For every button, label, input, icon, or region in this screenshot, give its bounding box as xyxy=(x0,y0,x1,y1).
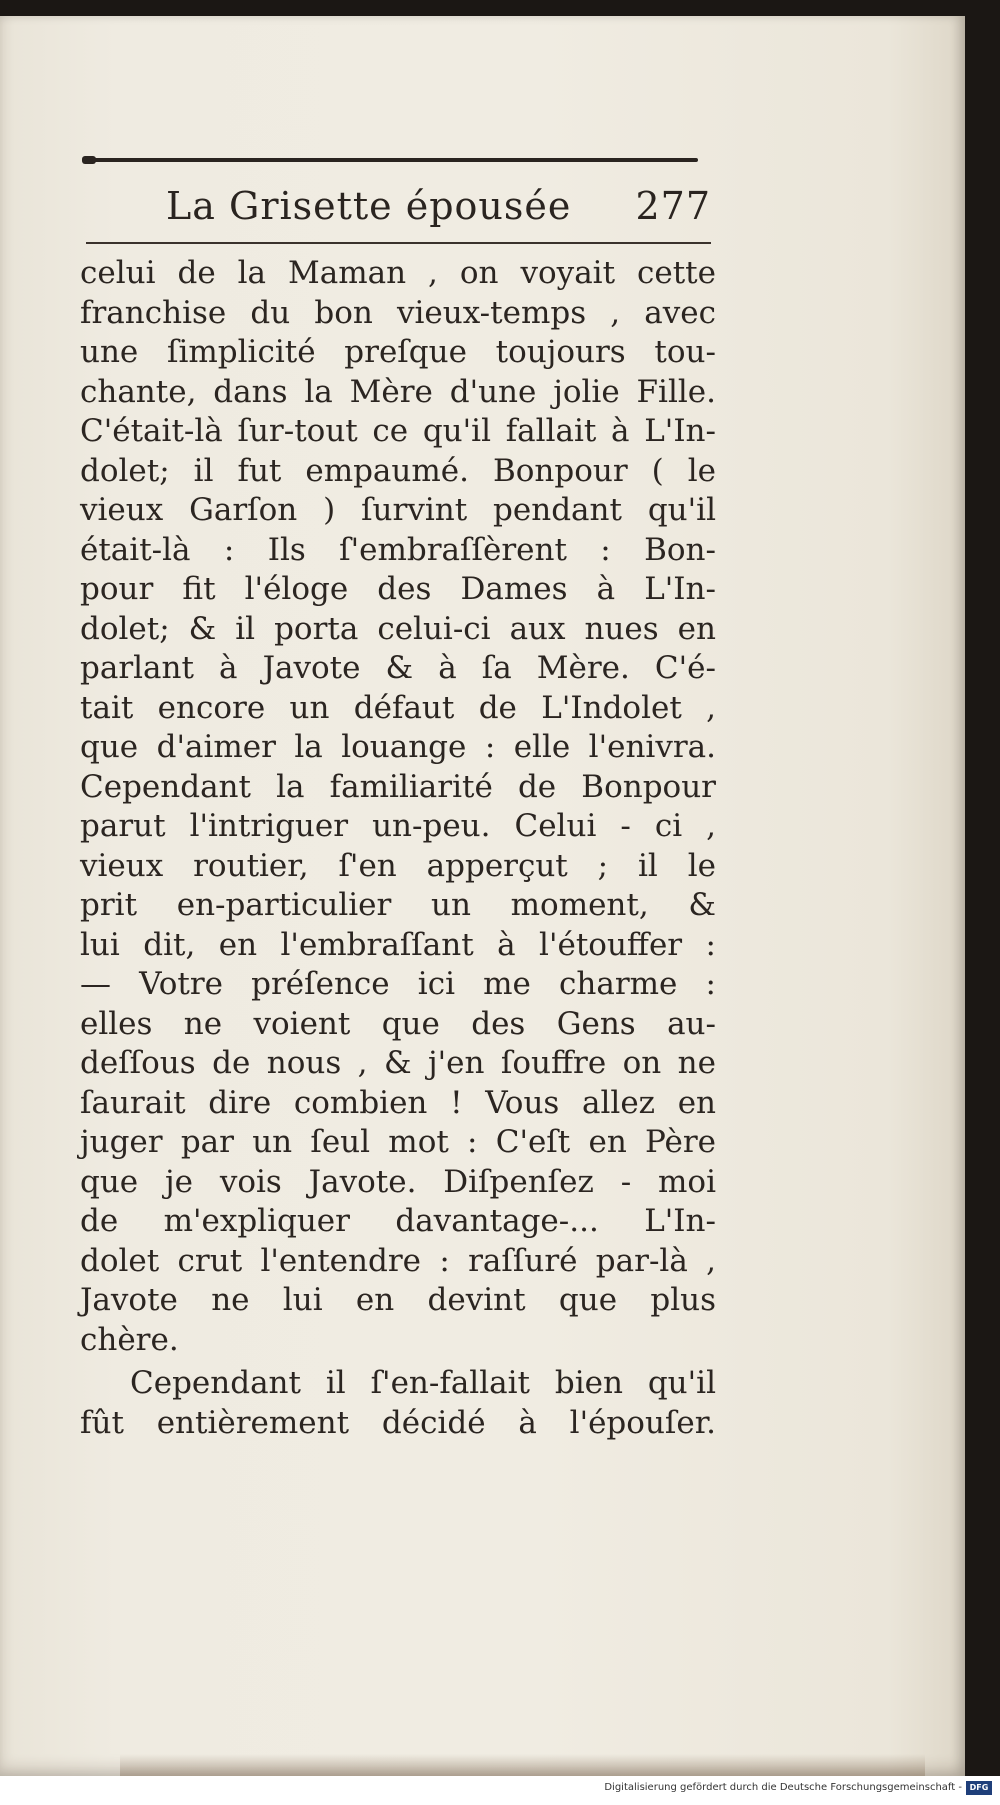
text-line: C'était-là ſur-tout ce qu'il fallait à L'In- xyxy=(80,413,716,449)
text-line: dolet; & il porta celui-ci aux nues en xyxy=(80,610,716,647)
text-line: une ſimplicité preſque toujours tou- xyxy=(80,334,716,370)
text-line: ſaurait dire combien ! Vous allez en xyxy=(80,1084,716,1121)
page-number: 277 xyxy=(635,184,711,228)
text-line: vieux routier, ſ'en apperçut ; il le xyxy=(80,847,716,884)
text-line: deſſous de nous , & j'en ſouffre on ne xyxy=(80,1045,716,1081)
text-line: celui de la Maman , on voyait cette xyxy=(80,255,716,291)
text-line: lui dit, en l'embraſſant à l'étouffer : xyxy=(80,926,716,963)
header-rule xyxy=(86,242,711,244)
text-line: était-là : Ils ſ'embraſſèrent : Bon- xyxy=(80,531,716,568)
text-line: vieux Garſon ) ſurvint pendant qu'il xyxy=(80,492,716,528)
text-line: parlant à Javote & à ſa Mère. C'é- xyxy=(80,650,716,686)
text-line: prit en-particulier un moment, & xyxy=(80,887,716,923)
book-page xyxy=(0,16,965,1776)
text-line: fût entièrement décidé à l'épouſer. xyxy=(80,1404,716,1441)
text-line: elles ne voient que des Gens au- xyxy=(80,1005,716,1042)
text-line: Cependant la familiarité de Bonpour xyxy=(80,768,716,805)
text-line: que d'aimer la louange : elle l'enivra. xyxy=(80,729,716,765)
text-line: dolet crut l'entendre : raſſuré par-là , xyxy=(80,1242,716,1279)
text-line: parut l'intriguer un-peu. Celui - ci , xyxy=(80,808,716,844)
text-line: — Votre préſence ici me charme : xyxy=(80,966,716,1002)
text-line: chante, dans la Mère d'une jolie Fille. xyxy=(80,373,716,410)
text-line: juger par un ſeul mot : C'eſt en Père xyxy=(80,1124,716,1160)
paragraph-2 xyxy=(80,1364,716,1443)
body-text xyxy=(80,254,716,1443)
text-line: pour fit l'éloge des Dames à L'In- xyxy=(80,571,716,607)
text-line: de m'expliquer davantage-... L'In- xyxy=(80,1203,716,1239)
text-line: que je vois Javote. Diſpenſez - moi xyxy=(80,1163,716,1200)
text-line: tait encore un défaut de L'Indolet , xyxy=(80,689,716,726)
text-line: franchise du bon vieux-temps , avec xyxy=(80,294,716,331)
funding-credit-text: Digitalisierung gefördert durch die Deutsche Forschungsgemeinschaft - xyxy=(604,1782,962,1793)
text-line: Cependant il ſ'en-fallait bien qu'il xyxy=(130,1365,716,1401)
text-line: Javote ne lui en devint que plus xyxy=(80,1282,716,1318)
paragraph-1 xyxy=(80,254,716,1360)
text-line: dolet; il fut empaumé. Bonpour ( le xyxy=(80,452,716,489)
header-ornament-rule xyxy=(86,158,698,162)
dfg-logo-icon: DFG xyxy=(966,1781,992,1795)
digitization-credit-bar xyxy=(0,1776,1000,1805)
text-line: chère. xyxy=(80,1321,179,1358)
running-head-title: La Grisette épousée xyxy=(166,184,572,228)
running-head xyxy=(86,184,711,236)
